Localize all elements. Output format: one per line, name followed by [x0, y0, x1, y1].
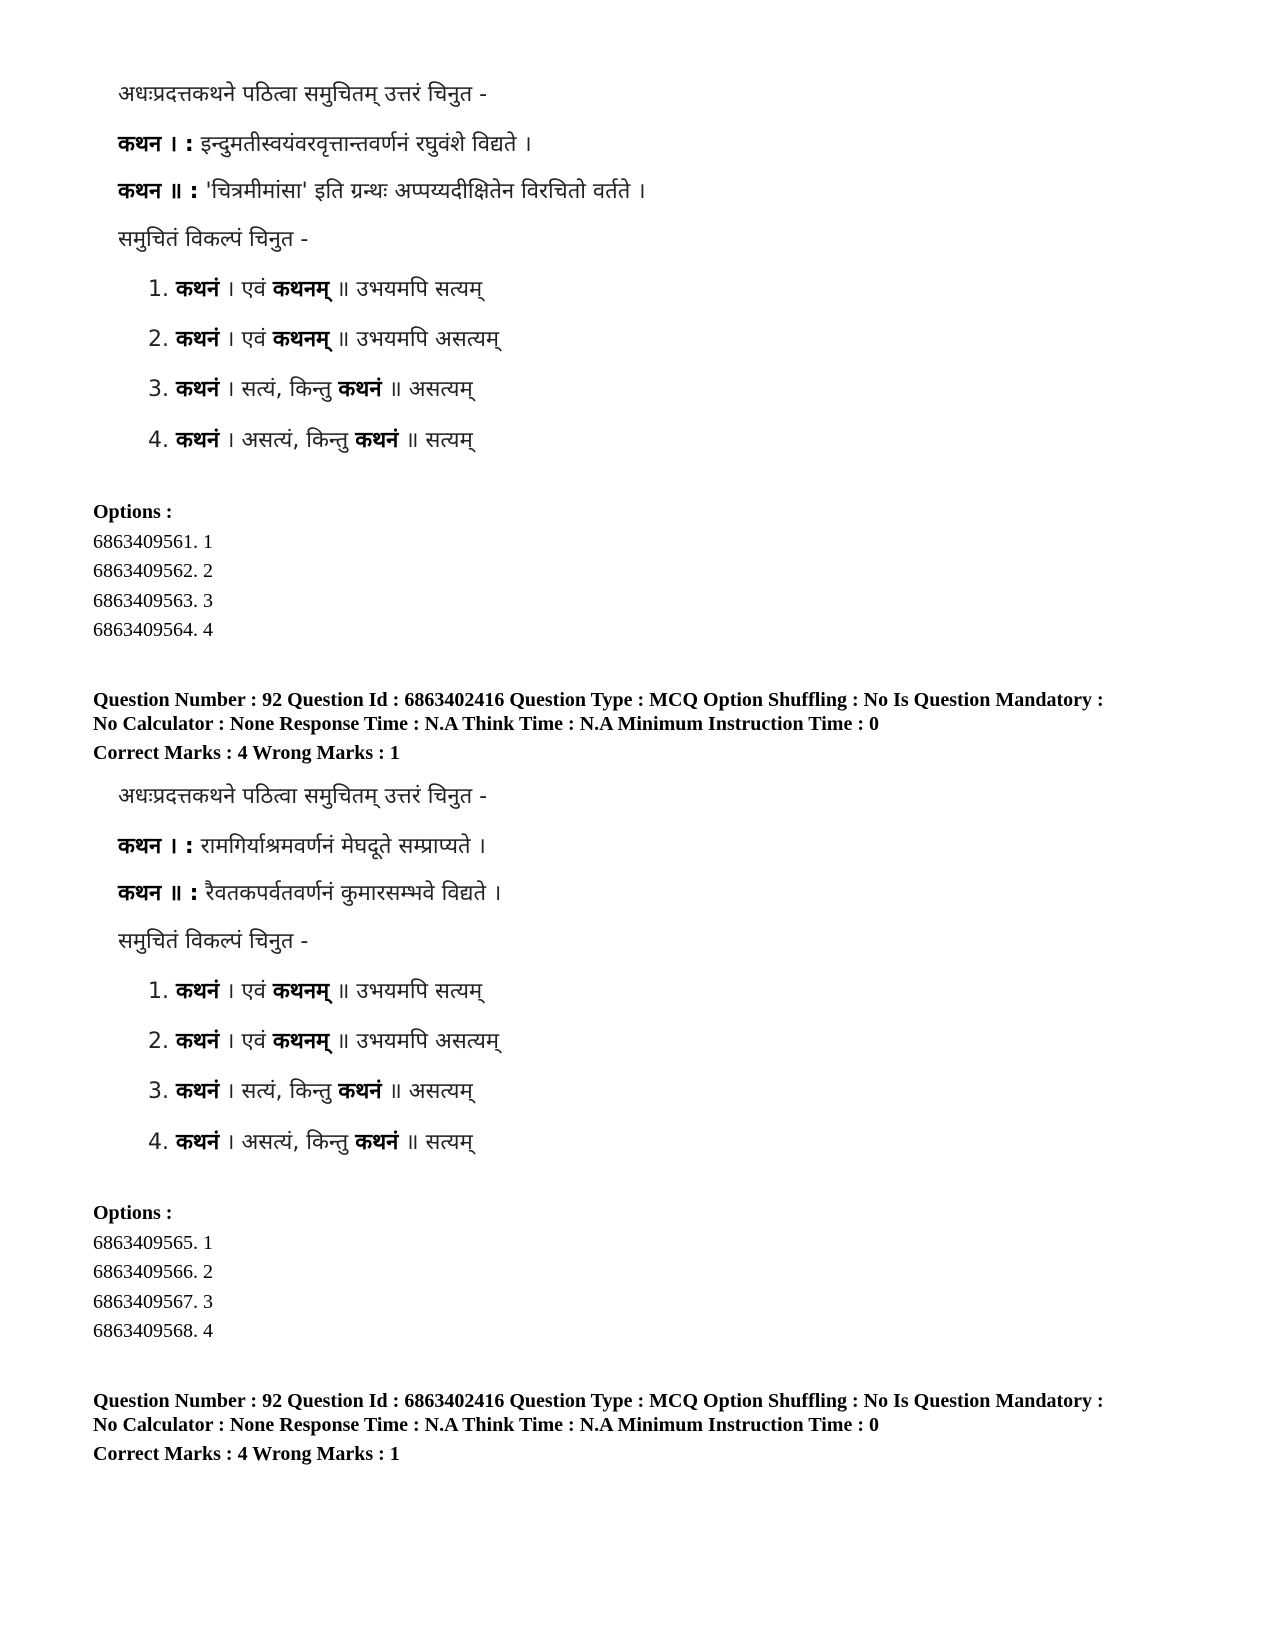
- options-header: Options :: [93, 1202, 173, 1224]
- choice-item: 2. कथनं । एवं कथनम् ॥ उभयमपि असत्यम्: [148, 327, 499, 352]
- choose-instruction: समुचितं विकल्पं चिनुत -: [118, 929, 309, 954]
- statement-text: रामगिर्याश्रमवर्णनं मेघदूते सम्प्राप्यते ।: [200, 834, 486, 859]
- meta-line: Question Number : 92 Question Id : 6863402416 Question Type : MCQ Option Shuffling : No Is Question Mandatory :: [93, 689, 1104, 711]
- option-item: 6863409563. 3: [93, 589, 213, 612]
- choice-item: 3. कथनं । सत्यं, किन्तु कथनं ॥ असत्यम्: [148, 377, 473, 402]
- statement-text: 'चित्रमीमांसा' इति ग्रन्थः अप्पय्यदीक्षितेन विरचितो वर्तते ।: [205, 179, 646, 204]
- option-item: 6863409567. 3: [93, 1290, 213, 1313]
- statement-text: रैवतकपर्वतवर्णनं कुमारसम्भवे विद्यते ।: [205, 881, 502, 906]
- statement-1: [118, 128, 532, 158]
- statement-label: कथन । :: [118, 132, 194, 157]
- statement-text: इन्दुमतीस्वयंवरवृत्तान्तवर्णनं रघुवंशे विद्यते ।: [200, 132, 532, 157]
- marks-line: Correct Marks : 4 Wrong Marks : 1: [93, 1443, 400, 1465]
- option-item: 6863409562. 2: [93, 560, 213, 582]
- choice-item: 3. कथनं । सत्यं, किन्तु कथनं ॥ असत्यम्: [148, 1079, 473, 1104]
- meta-line: No Calculator : None Response Time : N.A Think Time : N.A Minimum Instruction Time : 0: [93, 713, 879, 735]
- question-meta-2: [93, 688, 1213, 736]
- statement-1: [118, 830, 486, 860]
- statement-label: कथन ॥ :: [118, 179, 199, 204]
- option-item: 6863409564. 4: [93, 619, 213, 641]
- statement-2: [118, 175, 646, 205]
- choice-item: 4. कथनं । असत्यं, किन्तु कथनं ॥ सत्यम्: [148, 1130, 473, 1155]
- meta-line: Question Number : 92 Question Id : 6863402416 Question Type : MCQ Option Shuffling : No Is Question Mandatory :: [93, 1390, 1104, 1412]
- options-list-1: [93, 498, 213, 646]
- instruction-text: अधःप्रदत्तकथने पठित्वा समुचितम् उत्तरं चिनुत -: [118, 784, 488, 809]
- option-item: 6863409565. 1: [93, 1231, 213, 1254]
- choose-instruction: समुचितं विकल्पं चिनुत -: [118, 227, 309, 252]
- option-item: 6863409568. 4: [93, 1320, 213, 1342]
- option-item: 6863409566. 2: [93, 1261, 213, 1283]
- meta-line: No Calculator : None Response Time : N.A Think Time : N.A Minimum Instruction Time : 0: [93, 1414, 879, 1436]
- choice-item: 1. कथनं । एवं कथनम् ॥ उभयमपि सत्यम्: [148, 979, 483, 1004]
- options-list-2: [93, 1199, 213, 1347]
- choice-item: 4. कथनं । असत्यं, किन्तु कथनं ॥ सत्यम्: [148, 428, 473, 453]
- statement-label: कथन ॥ :: [118, 881, 199, 906]
- choice-item: 1. कथनं । एवं कथनम् ॥ उभयमपि सत्यम्: [148, 277, 483, 302]
- choice-item: 2. कथनं । एवं कथनम् ॥ उभयमपि असत्यम्: [148, 1029, 499, 1054]
- options-header: Options :: [93, 501, 173, 523]
- option-item: 6863409561. 1: [93, 530, 213, 553]
- statement-2: [118, 877, 501, 907]
- statement-label: कथन । :: [118, 834, 194, 859]
- marks-line: Correct Marks : 4 Wrong Marks : 1: [93, 742, 400, 764]
- instruction-text: अधःप्रदत्तकथने पठित्वा समुचितम् उत्तरं चिनुत -: [118, 82, 488, 107]
- question-meta-3: [93, 1389, 1213, 1437]
